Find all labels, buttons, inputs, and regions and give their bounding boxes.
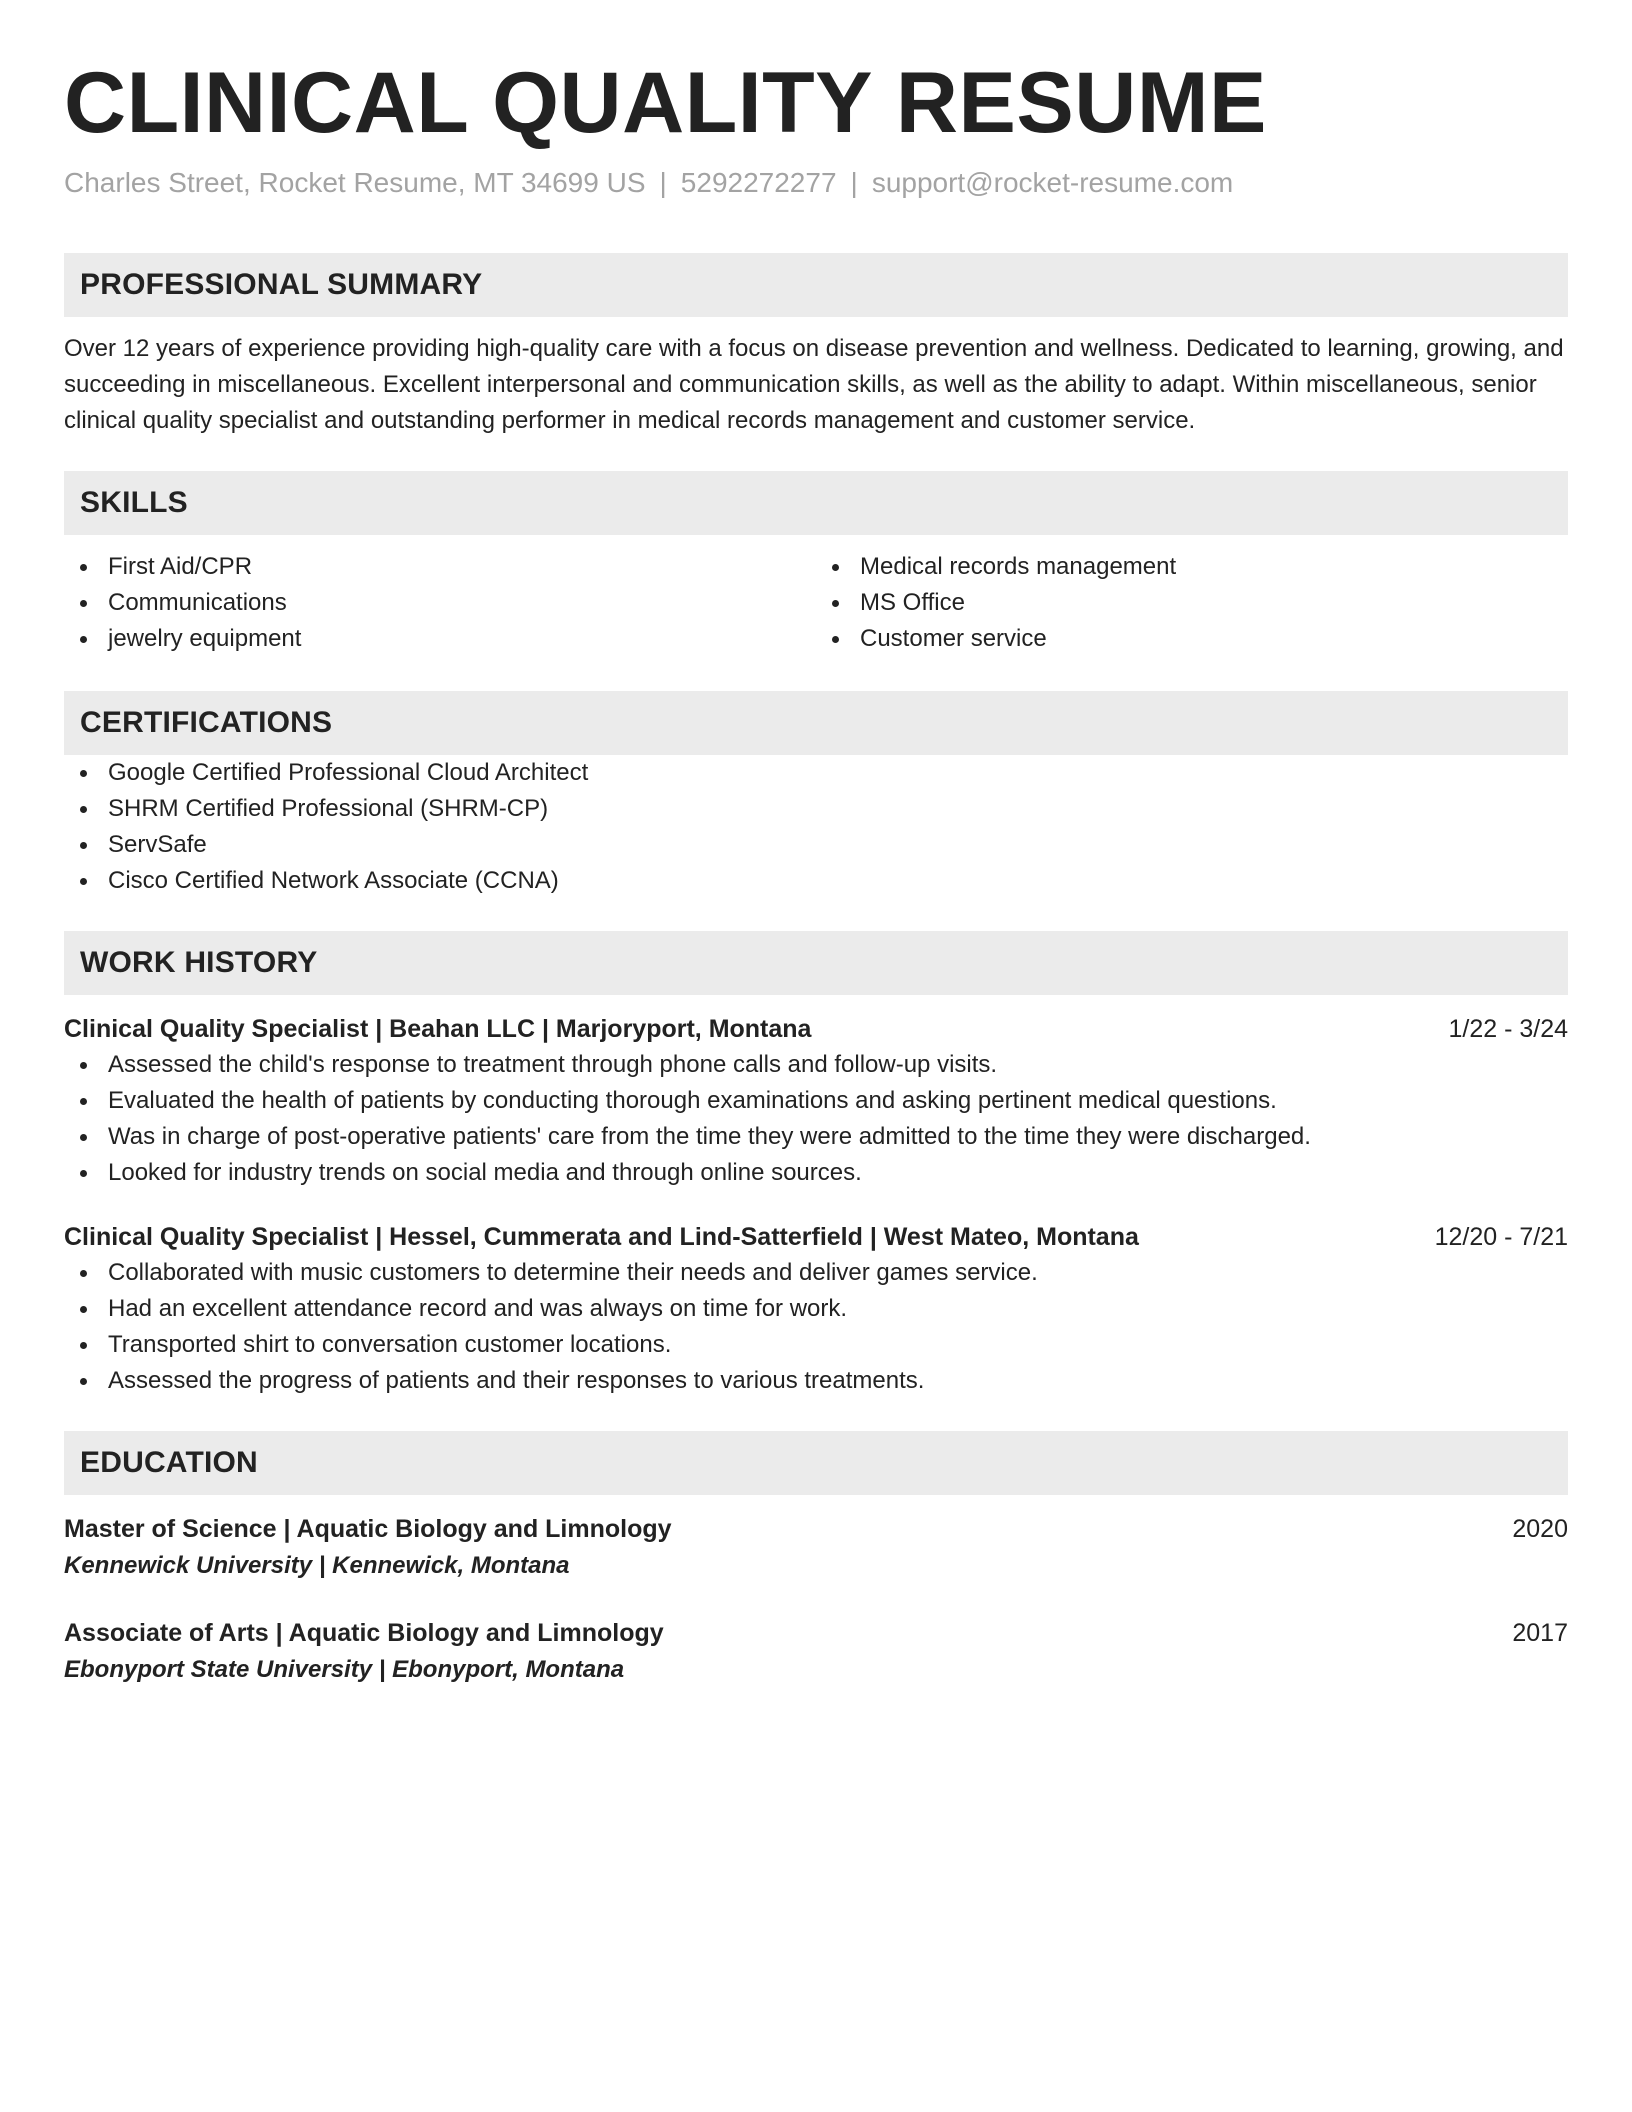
education-header <box>64 1511 1568 1547</box>
skill-item: MS Office <box>816 585 1568 621</box>
contact-separator: | <box>659 166 667 198</box>
job-title: Clinical Quality Specialist | Beahan LLC | Marjoryport, Montana <box>64 1014 812 1043</box>
education-year: 2020 <box>1512 1514 1568 1543</box>
job-bullets <box>64 1047 1568 1191</box>
certification-item: Cisco Certified Network Associate (CCNA) <box>64 863 1568 899</box>
summary-section <box>64 253 1568 439</box>
contact-address: Charles Street, Rocket Resume, MT 34699 US <box>64 166 646 198</box>
job-title: Clinical Quality Specialist | Hessel, Cummerata and Lind-Satterfield | West Mateo, Montana <box>64 1222 1139 1251</box>
job-bullet: Collaborated with music customers to determine their needs and deliver games service. <box>64 1255 1568 1291</box>
certifications-list <box>64 755 1568 899</box>
skill-item: First Aid/CPR <box>64 549 816 585</box>
job-entry <box>64 1219 1568 1399</box>
skills-grid <box>64 549 1568 657</box>
education-school: Ebonyport State University | Ebonyport, Montana <box>64 1655 625 1683</box>
education-degree: Associate of Arts | Aquatic Biology and Limnology <box>64 1618 664 1647</box>
education-header <box>64 1615 1568 1651</box>
job-header <box>64 1219 1568 1255</box>
contact-separator: | <box>850 166 858 198</box>
certification-item: SHRM Certified Professional (SHRM-CP) <box>64 791 1568 827</box>
job-bullet: Evaluated the health of patients by conducting thorough examinations and asking pertinent medical questions. <box>64 1083 1568 1119</box>
certification-item: Google Certified Professional Cloud Architect <box>64 755 1568 791</box>
skills-column-left <box>64 549 816 657</box>
job-dates: 1/22 - 3/24 <box>1448 1014 1568 1043</box>
skills-section <box>64 471 1568 657</box>
skills-list-left <box>64 549 816 657</box>
certifications-heading: CERTIFICATIONS <box>64 691 1568 755</box>
job-header <box>64 1011 1568 1047</box>
skill-item: Customer service <box>816 621 1568 657</box>
education-heading: EDUCATION <box>64 1431 1568 1495</box>
job-bullet: Had an excellent attendance record and was always on time for work. <box>64 1291 1568 1327</box>
education-degree: Master of Science | Aquatic Biology and Limnology <box>64 1514 672 1543</box>
job-bullets <box>64 1255 1568 1399</box>
resume-title: CLINICAL QUALITY RESUME <box>64 55 1267 151</box>
skill-item: Medical records management <box>816 549 1568 585</box>
job-bullet: Assessed the progress of patients and their responses to various treatments. <box>64 1363 1568 1399</box>
contact-phone: 5292272277 <box>680 166 837 198</box>
contact-line <box>64 165 1568 201</box>
education-section <box>64 1431 1568 1689</box>
education-entry <box>64 1615 1568 1689</box>
skills-list-right <box>816 549 1568 657</box>
certification-item: ServSafe <box>64 827 1568 863</box>
education-year: 2017 <box>1512 1618 1568 1647</box>
skill-item: jewelry equipment <box>64 621 816 657</box>
job-bullet: Was in charge of post-operative patients' care from the time they were admitted to the time they were discharged. <box>64 1119 1568 1155</box>
job-bullet: Transported shirt to conversation customer locations. <box>64 1327 1568 1363</box>
job-bullet: Assessed the child's response to treatment through phone calls and follow-up visits. <box>64 1047 1568 1083</box>
work-history-section <box>64 931 1568 1399</box>
contact-email[interactable]: support@rocket-resume.com <box>871 166 1234 198</box>
skills-heading: SKILLS <box>64 471 1568 535</box>
education-entry <box>64 1511 1568 1585</box>
job-entry <box>64 1011 1568 1191</box>
job-dates: 12/20 - 7/21 <box>1434 1222 1568 1251</box>
summary-heading: PROFESSIONAL SUMMARY <box>64 253 1568 317</box>
job-bullet: Looked for industry trends on social media and through online sources. <box>64 1155 1568 1191</box>
work-history-heading: WORK HISTORY <box>64 931 1568 995</box>
education-school: Kennewick University | Kennewick, Montana <box>64 1551 570 1579</box>
certifications-section <box>64 691 1568 899</box>
summary-text: Over 12 years of experience providing high-quality care with a focus on disease prevention and wellness. Dedicated to learning, growing, and succeeding in miscellaneous. Excellent interpersonal and communication skills, as well as the ability to adapt. Within miscellaneous, senior clinical quality specialist and outstanding performer in medical records management and customer service. <box>64 334 1564 434</box>
skill-item: Communications <box>64 585 816 621</box>
skills-column-right <box>816 549 1568 657</box>
